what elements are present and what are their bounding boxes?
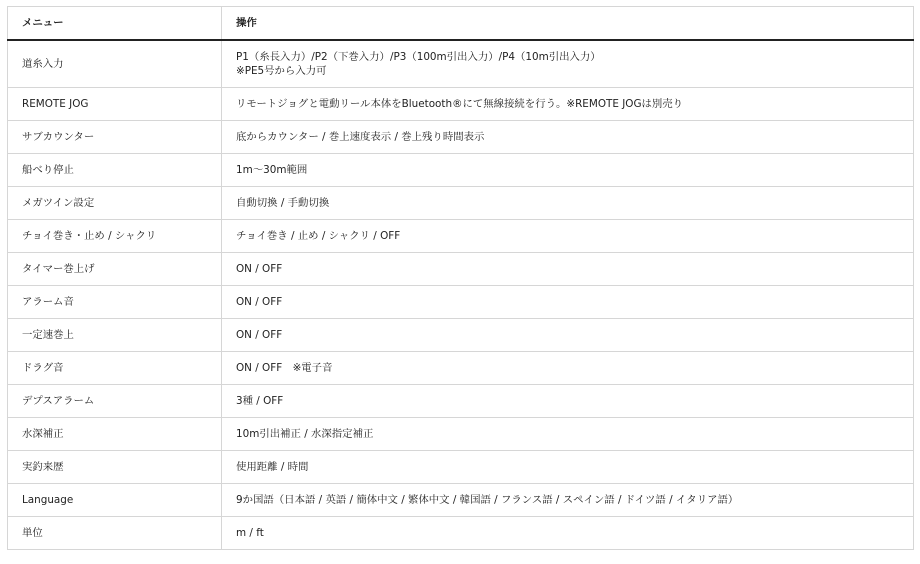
operation-cell: 底からカウンター / 巻上速度表示 / 巻上残り時間表示 xyxy=(222,120,914,153)
table-header-row xyxy=(8,7,914,41)
operation-cell: チョイ巻き / 止め / シャクリ / OFF xyxy=(222,219,914,252)
operation-cell xyxy=(222,40,914,87)
table-row xyxy=(8,40,914,87)
operation-cell: 10m引出補正 / 水深指定補正 xyxy=(222,417,914,450)
table-row xyxy=(8,87,914,120)
menu-cell: ドラグ音 xyxy=(8,351,222,384)
menu-cell: 水深補正 xyxy=(8,417,222,450)
operation-cell: 使用距離 / 時間 xyxy=(222,450,914,483)
table-row xyxy=(8,120,914,153)
table-row xyxy=(8,285,914,318)
menu-cell: アラーム音 xyxy=(8,285,222,318)
table-row xyxy=(8,219,914,252)
table-row xyxy=(8,384,914,417)
operation-line: P1（糸長入力）/P2（下巻入力）/P3（100m引出入力）/P4（10m引出入力） xyxy=(236,50,601,63)
header-operation: 操作 xyxy=(222,7,914,41)
operation-cell: 1m〜30m範囲 xyxy=(222,153,914,186)
menu-cell: サブカウンター xyxy=(8,120,222,153)
table-row xyxy=(8,318,914,351)
menu-cell: チョイ巻き・止め / シャクリ xyxy=(8,219,222,252)
table-row xyxy=(8,516,914,549)
menu-cell: 道糸入力 xyxy=(8,40,222,87)
menu-cell: 実釣来歴 xyxy=(8,450,222,483)
header-menu: メニュー xyxy=(8,7,222,41)
table-row xyxy=(8,351,914,384)
operation-cell: ON / OFF xyxy=(222,285,914,318)
menu-spec-table-container xyxy=(7,6,913,550)
table-row xyxy=(8,252,914,285)
operation-cell: 9か国語（日本語 / 英語 / 簡体中文 / 繁体中文 / 韓国語 / フランス語 / スペイン語 / ドイツ語 / イタリア語） xyxy=(222,483,914,516)
table-row xyxy=(8,417,914,450)
operation-note: ※PE5号から入力可 xyxy=(236,64,327,77)
table-row xyxy=(8,450,914,483)
menu-cell: デプスアラーム xyxy=(8,384,222,417)
operation-cell: リモートジョグと電動リール本体をBluetooth®にて無線接続を行う。※REMOTE JOGは別売り xyxy=(222,87,914,120)
operation-cell: ON / OFF xyxy=(222,318,914,351)
menu-cell: 一定速巻上 xyxy=(8,318,222,351)
menu-cell: メガツイン設定 xyxy=(8,186,222,219)
menu-cell: Language xyxy=(8,483,222,516)
menu-spec-table xyxy=(7,6,914,550)
menu-cell: 船べり停止 xyxy=(8,153,222,186)
menu-cell: タイマー巻上げ xyxy=(8,252,222,285)
menu-cell: 単位 xyxy=(8,516,222,549)
operation-cell: 自動切換 / 手動切換 xyxy=(222,186,914,219)
menu-cell: REMOTE JOG xyxy=(8,87,222,120)
operation-cell: 3種 / OFF xyxy=(222,384,914,417)
table-row xyxy=(8,153,914,186)
operation-cell: ON / OFF ※電子音 xyxy=(222,351,914,384)
operation-cell: m / ft xyxy=(222,516,914,549)
operation-cell: ON / OFF xyxy=(222,252,914,285)
table-row xyxy=(8,483,914,516)
table-row xyxy=(8,186,914,219)
